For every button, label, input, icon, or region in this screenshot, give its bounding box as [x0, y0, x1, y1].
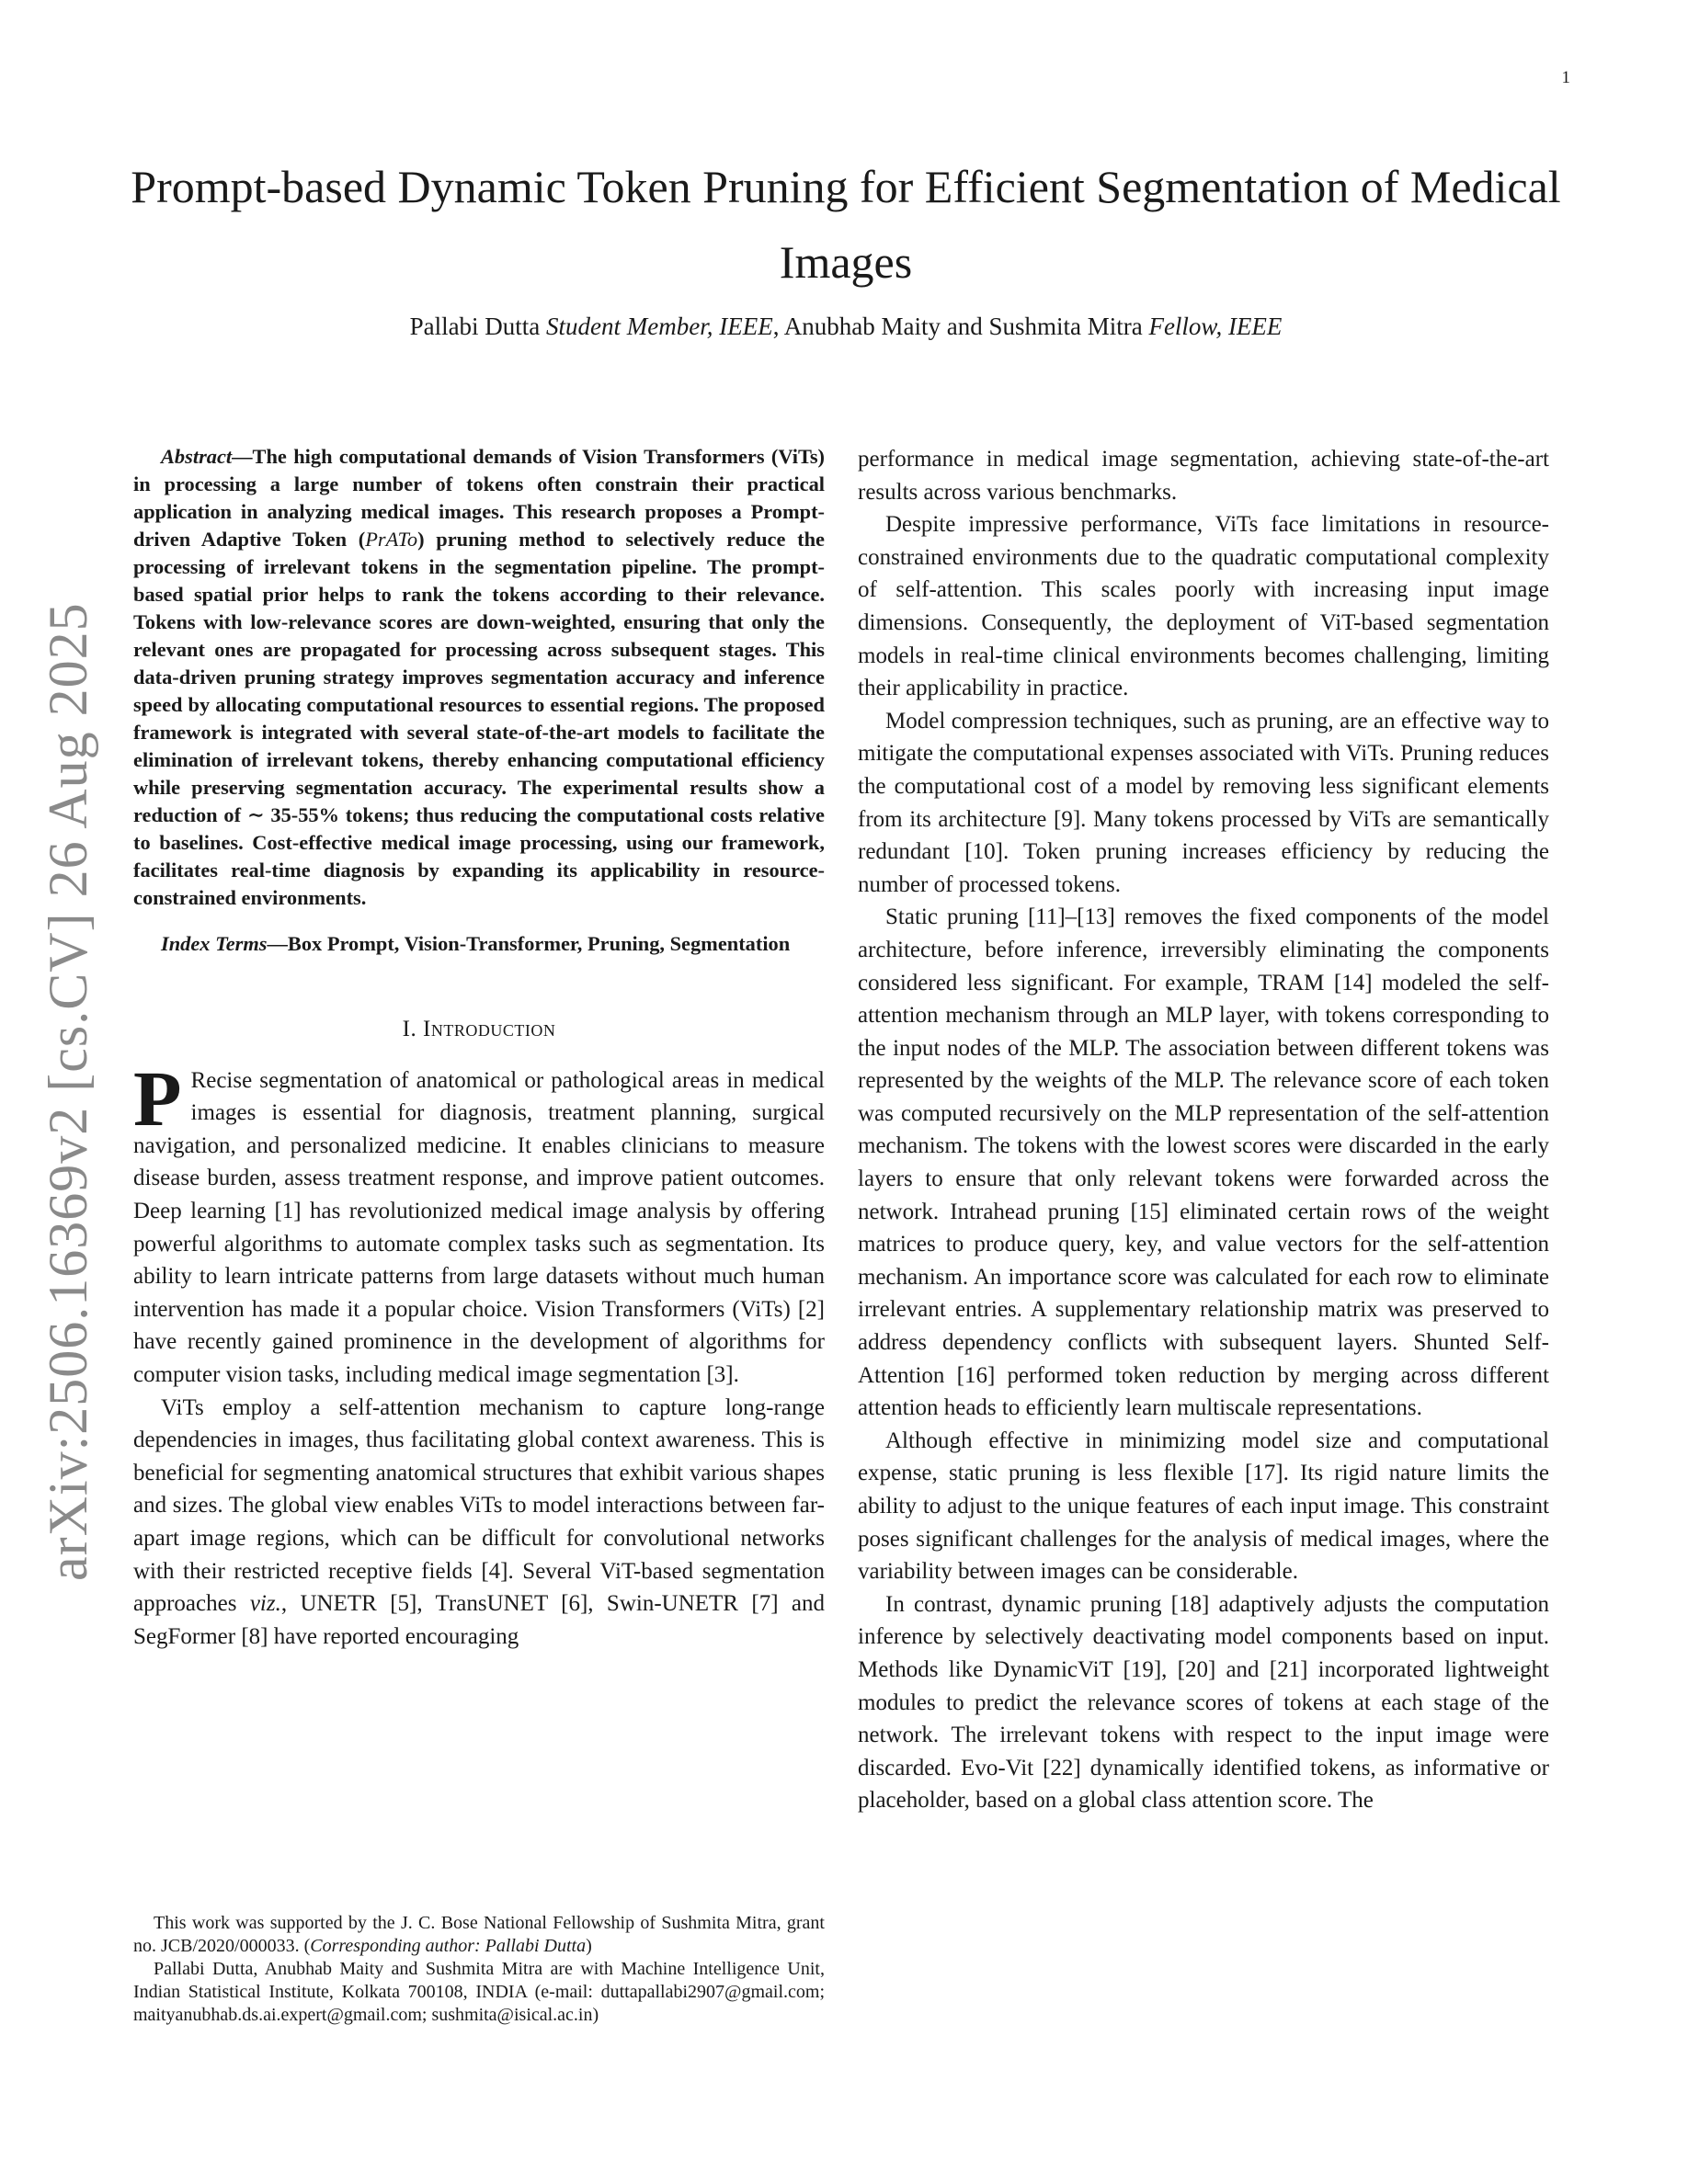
intro-paragraph-7: In contrast, dynamic pruning [18] adaptively adjusts the computation inference by selectively deactivating model components based on input. Methods like DynamicViT [19], [20] and [21] incorporated lightweight modules to predict the relevance scores of tokens at each stage of the network. The irrelevant tokens with respect to the input image were discarded. Evo-Vit [22] dynamically identified tokens, as informative or placeholder, based on a global class attention score. The	[858, 1591, 1549, 1814]
drop-cap: P	[133, 1053, 182, 1143]
section-numeral: I.	[402, 1017, 423, 1041]
intro-continuation: performance in medical image segmentation, achieving state-of-the-art results across various benchmarks.	[858, 447, 1549, 505]
abstract-text-2: ) pruning method to selectively reduce the processing of irrelevant tokens in the segmentation pipeline. The prompt-based spatial prior helps to rank the tokens according to their relevance. Tokens with low-relevance scores are down-weighted, ensuring that only the relevant ones are propagated for processing across subsequent stages. This data-driven pruning strategy improves segmentation accuracy and inference speed by allocating computational resources to essential regions. The proposed framework is integrated with several state-of-the-art models to facilitate the elimination of irrelevant tokens, thereby enhancing computational efficiency while preserving segmentation accuracy. The experimental results show a reduction of ∼ 35-55% tokens; thus reducing the computational costs relative to baselines. Cost-effective medical image processing, using our framework, facilitates real-time diagnosis by expanding its applicability in resource-constrained environments.	[133, 528, 825, 909]
intro-paragraph-2-viz: viz.	[249, 1591, 281, 1617]
footnote-affiliation: Pallabi Dutta, Anubhab Maity and Sushmita Mitra are with Machine Intelligence Unit, Indian Statistical Institute, Kolkata 700108, INDIA (e-mail: duttapallabi2907@gmail.com; maityanubhab.ds.ai.expert@gmail.com; sushmita@isical.ac.in)	[133, 1959, 825, 2025]
author-3-role: Fellow, IEEE	[1148, 313, 1283, 340]
right-column	[858, 443, 1549, 1817]
paper-title: Prompt-based Dynamic Token Pruning for Efficient Segmentation of Medical Images	[131, 161, 1561, 288]
author-1-role: Student Member, IEEE	[546, 313, 773, 340]
abstract-acronym: PrATo	[365, 528, 418, 551]
authors-2-3: , Anubhab Maity and Sushmita Mitra	[772, 313, 1143, 340]
footnote-funding-b: )	[586, 1936, 592, 1956]
author-line	[101, 313, 1591, 341]
intro-paragraph-5: Static pruning [11]–[13] removes the fixed components of the model architecture, before inference, irreversibly eliminating the components considered less significant. For example, TRAM [14] modeled the self-attention mechanism through an MLP layer, with tokens corresponding to the input nodes of the MLP. The association between different tokens was represented by the weights of the MLP. The relevance score of each token was computed recursively on the MLP representation of the self-attention mechanism. The tokens with the lowest scores were discarded in the early layers to ensure that only relevant tokens were forwarded across the network. Intrahead pruning [15] eliminated certain rows of the weight matrices to produce query, key, and value vectors for the self-attention mechanism. An importance score was calculated for each row to eliminate irrelevant entries. A supplementary relationship matrix was preserved to address dependency conflicts with subsequent layers. Shunted Self-Attention [16] performed token reduction by merging across different attention heads to efficiently learn multiscale representations.	[858, 904, 1549, 1421]
abstract-label: Abstract	[161, 445, 233, 468]
intro-paragraph-4: Model compression techniques, such as pruning, are an effective way to mitigate the computational expenses associated with ViTs. Pruning reduces the computational cost of a model by removing less significant elements from its architecture [9]. Many tokens processed by ViTs are semantically redundant [10]. Token pruning increases efficiency by reducing the number of processed tokens.	[858, 708, 1549, 897]
intro-paragraph-1	[133, 1053, 825, 1392]
section-title: Introduction	[423, 1017, 556, 1041]
page-number: 1	[1561, 68, 1570, 87]
intro-paragraph-6: Although effective in minimizing model size and computational expense, static pruning is less flexible [17]. Its rigid nature limits the ability to adjust to the unique features of each input image. This constraint poses significant challenges for the analysis of medical images, where the variability between images can be considerable.	[858, 1428, 1549, 1585]
section-heading-introduction	[133, 1013, 825, 1046]
index-terms-text: —Box Prompt, Vision-Transformer, Pruning, Segmentation	[267, 932, 791, 955]
footnotes	[133, 1912, 825, 2027]
abstract-text-1: —The high computational demands of Vision Transformers (ViTs) in processing a large number of tokens often constrain their practical application in analyzing medical images. This research proposes a Prompt-driven Adaptive Token (	[133, 445, 825, 551]
left-column	[133, 443, 825, 1653]
intro-paragraph-1-text: Recise segmentation of anatomical or pathological areas in medical images is essential for diagnosis, treatment planning, surgical navigation, and personalized medicine. It enables clinicians to measure disease burden, assess treatment response, and improve patient outcomes. Deep learning [1] has revolutionized medical image analysis by offering powerful algorithms to automate complex tasks such as segmentation. Its ability to learn intricate patterns from large datasets without much human intervention has made it a popular choice. Vision Transformers (ViTs) [2] have recently gained prominence in the development of algorithms for computer vision tasks, including medical image segmentation [3].	[133, 1067, 825, 1387]
footnote-funding-a: This work was supported by the J. C. Bose National Fellowship of Sushmita Mitra, grant no. JCB/2020/000033. (	[133, 1913, 825, 1956]
footnote-corresponding-author: Corresponding author: Pallabi Dutta	[310, 1936, 587, 1956]
footnote-funding	[133, 1912, 825, 1958]
index-terms	[133, 930, 825, 958]
author-1: Pallabi Dutta	[409, 313, 541, 340]
index-terms-label: Index Terms	[161, 932, 268, 955]
intro-paragraph-2-text-a: ViTs employ a self-attention mechanism to capture long-range dependencies in images, thus facilitating global context awareness. This is beneficial for segmenting anatomical structures that exhibit various shapes and sizes. The global view enables ViTs to model interactions between far-apart image regions, which can be difficult for convolutional networks with their restricted receptive fields [4]. Several ViT-based segmentation approaches	[133, 1394, 825, 1617]
intro-paragraph-2	[133, 1392, 825, 1654]
abstract	[133, 443, 825, 912]
intro-paragraph-2-text-b: , UNETR [5], TransUNET [6], Swin-UNETR [7] and SegFormer [8] have reported encouraging	[133, 1591, 825, 1649]
arxiv-stamp[interactable]: arXiv:2506.16369v2 [cs.CV] 26 Aug 2025	[38, 602, 98, 1581]
intro-paragraph-3: Despite impressive performance, ViTs face limitations in resource-constrained environments due to the quadratic computational complexity of self-attention. This scales poorly with increasing input image dimensions. Consequently, the deployment of ViT-based segmentation models in real-time clinical environments becomes challenging, limiting their applicability in practice.	[858, 512, 1549, 701]
